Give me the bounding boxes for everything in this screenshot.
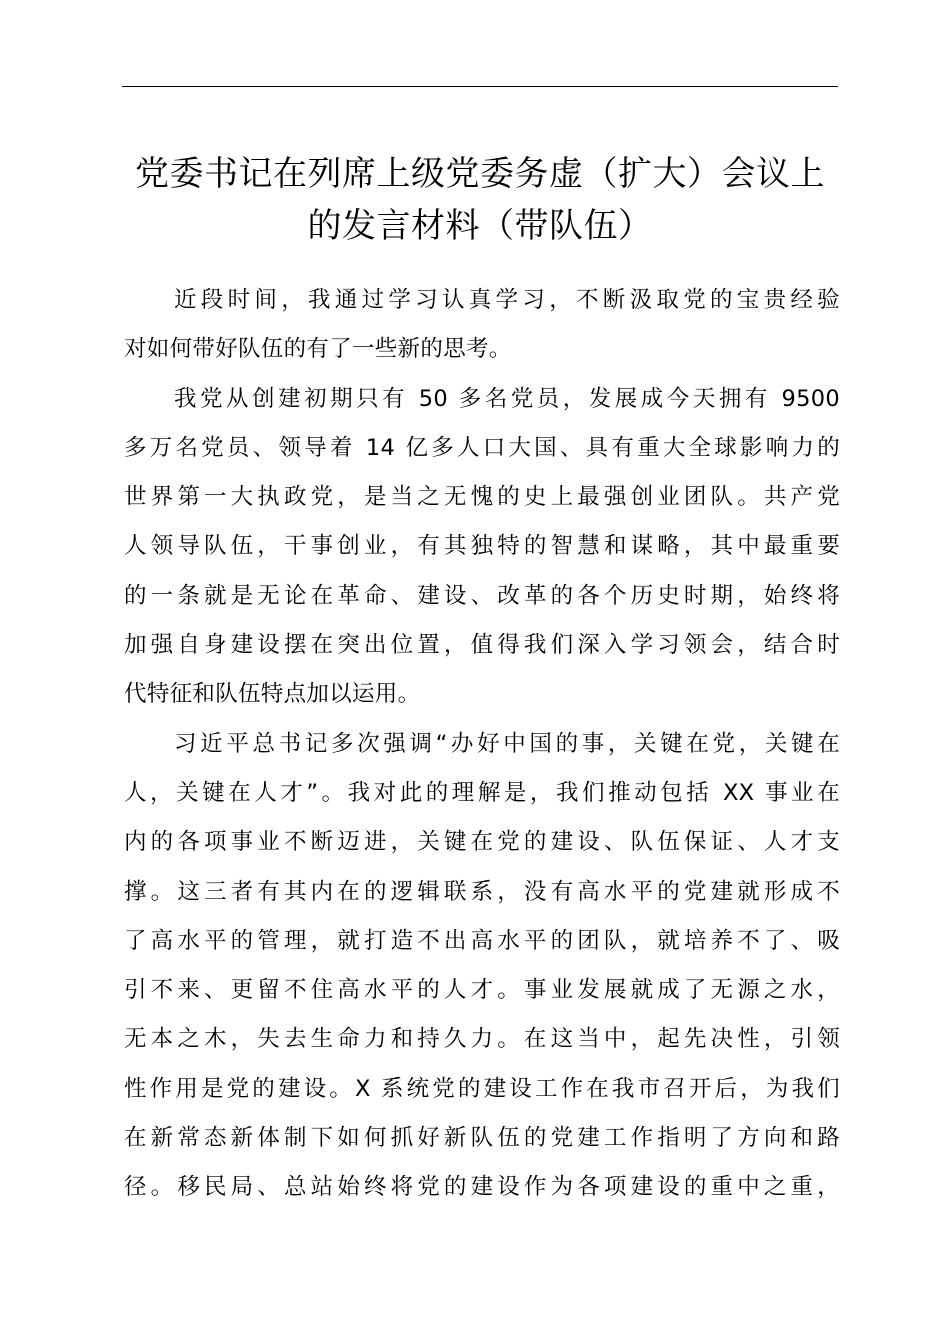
- title-line: 的发言材料（带队伍）: [307, 206, 653, 246]
- document-title: [122, 148, 838, 252]
- title-line: 党委书记在列席上级党委务虚（扩大）会议上: [135, 154, 825, 194]
- paragraph-line: 世界第一大执政党，是当之无愧的史上最强创业团队。共产党: [124, 484, 840, 511]
- header-rule: [122, 86, 838, 87]
- paragraph-line: 对如何带好队伍的有了一些新的思考。: [124, 336, 512, 363]
- paragraph-line: 多万名党员、领导着 14 亿多人口大国、具有重大全球影响力的: [124, 434, 840, 461]
- paragraph-line: 在新常态新体制下如何抓好新队伍的党建工作指明了方向和路: [124, 1125, 840, 1152]
- paragraph-line: 人，关键在人才”。我对此的理解是，我们推动包括 XX 事业在: [124, 779, 840, 806]
- paragraph-line: 人领导队伍，干事创业，有其独特的智慧和谋略，其中最重要: [124, 533, 840, 560]
- paragraph-2: [124, 375, 840, 720]
- paragraph-line: 近段时间，我通过学习认真学习，不断汲取党的宝贵经验: [174, 287, 840, 313]
- paragraph-line: 性作用是党的建设。X 系统党的建设工作在我市召开后，为我们: [124, 1075, 840, 1102]
- paragraph-line: 的一条就是无论在革命、建设、改革的各个历史时期，始终将: [124, 582, 840, 609]
- paragraph-1: [124, 276, 840, 375]
- paragraph-line: 习近平总书记多次强调“办好中国的事，关键在党，关键在: [174, 730, 840, 757]
- paragraph-line: 引不来、更留不住高水平的人才。事业发展就成了无源之水，: [124, 977, 840, 1004]
- document-body: [124, 276, 840, 1213]
- paragraph-line: 了高水平的管理，就打造不出高水平的团队，就培养不了、吸: [124, 927, 840, 954]
- paragraph-3: [124, 720, 840, 1213]
- paragraph-line: 径。移民局、总站始终将党的建设作为各项建设的重中之重，: [124, 1174, 840, 1201]
- paragraph-line: 无本之木，失去生命力和持久力。在这当中，起先决性，引领: [124, 1026, 840, 1053]
- paragraph-line: 内的各项事业不断迈进，关键在党的建设、队伍保证、人才支: [124, 829, 840, 856]
- paragraph-line: 加强自身建设摆在突出位置，值得我们深入学习领会，结合时: [124, 632, 840, 659]
- paragraph-line: 撑。这三者有其内在的逻辑联系，没有高水平的党建就形成不: [124, 878, 840, 905]
- paragraph-line: 代特征和队伍特点加以运用。: [124, 681, 421, 708]
- paragraph-line: 我党从创建初期只有 50 多名党员，发展成今天拥有 9500: [174, 385, 840, 412]
